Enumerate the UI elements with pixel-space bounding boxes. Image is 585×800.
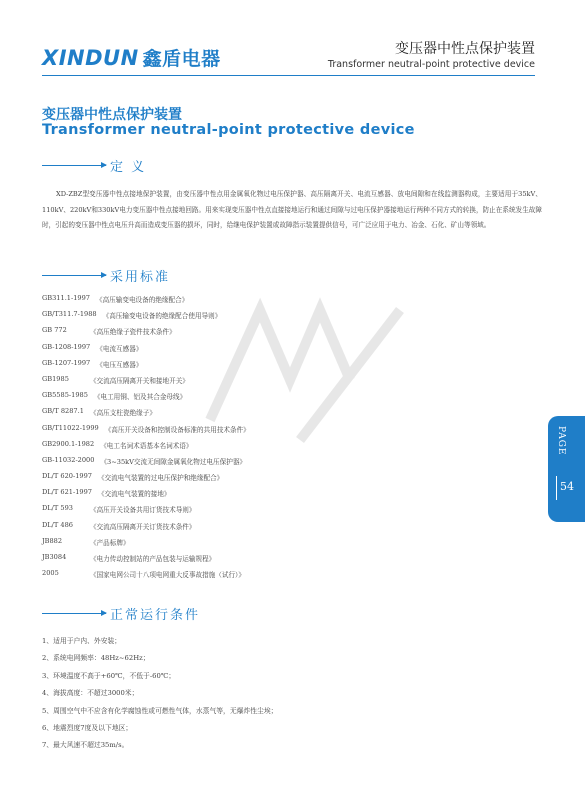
standard-code: GB5585-1985 bbox=[42, 391, 88, 400]
standard-code: GB 772 bbox=[42, 326, 67, 335]
condition-item: 2、系统电网频率：48Hz~62Hz； bbox=[42, 654, 150, 663]
standard-code: GB1985 bbox=[42, 374, 69, 383]
standard-item bbox=[42, 537, 250, 553]
standard-code: JB882 bbox=[42, 536, 63, 545]
standard-name: 《3~35kV交流无间隙金属氧化物过电压保护器》 bbox=[100, 457, 247, 466]
standard-name: 《高压输变电设备的绝缘配合》 bbox=[96, 296, 189, 304]
section-label: 正常运行条件 bbox=[110, 608, 201, 623]
section-label: 定 义 bbox=[110, 160, 147, 175]
standard-code: GB-1207-1997 bbox=[42, 358, 91, 367]
standard-name: 《电压互感器》 bbox=[96, 360, 143, 369]
standard-code: DL/T 486 bbox=[42, 520, 73, 529]
standard-name: 《交流电气装置的过电压保护和绝缘配合》 bbox=[97, 474, 224, 483]
standard-item bbox=[42, 472, 250, 488]
conditions-list bbox=[42, 635, 277, 757]
standard-code: GB-11032-2000 bbox=[42, 455, 95, 464]
standard-code: GB/T311.7-1988 bbox=[42, 310, 97, 319]
standard-code: 2005 bbox=[42, 569, 59, 578]
standard-code: GB-1208-1997 bbox=[42, 342, 91, 351]
standard-name: 《电工名词术语基本名词术语》 bbox=[100, 441, 193, 450]
definition-paragraph: XD-ZBZ型变压器中性点接地保护装置，由变压器中性点用金属氧化物过电压保护器、高压隔离开关、电流互感器、放电间隙和在线监测器构成，主要适用于35kV、110kV、220kV和330kV电力变压器中性点接地回路。用来实现变压器中性点直接接地运行和通过间隙与过电压保护器接地运行两种不同方式的转换，防止在系统发生故障时，引起的变压器中性点电压升高而造成变压器的损坏，同时，给继电保护装置或故障指示装置提供信号，可广泛应用于电力、冶金、石化、矿山等领域。 bbox=[42, 190, 542, 229]
standard-name: 《交流电气装置的接地》 bbox=[97, 490, 171, 499]
standard-code: GB/T 8287.1 bbox=[42, 407, 84, 416]
standard-code: DL/T 621-1997 bbox=[42, 488, 92, 497]
page-divider bbox=[556, 476, 557, 500]
standard-code: GB/T11022-1999 bbox=[42, 423, 99, 432]
header-title-cn: 变压器中性点保护装置 bbox=[395, 41, 535, 57]
page-label: PAGE bbox=[556, 426, 566, 456]
standard-code: GB2900.1-1982 bbox=[42, 439, 95, 448]
condition-item: 1、适用于户内、外安装； bbox=[42, 637, 122, 645]
standard-name: 《交流高压隔离开关订货技术条件》 bbox=[90, 522, 196, 531]
standard-name: 《产品标牌》 bbox=[90, 538, 130, 547]
page-title-cn: 变压器中性点保护装置 bbox=[42, 107, 182, 123]
page-tab bbox=[548, 416, 585, 522]
standard-name: 《高压开关设备共用订货技术导则》 bbox=[90, 506, 196, 515]
condition-item: 5、周围空气中不应含有化学腐蚀性或可燃性气体，水蒸气等，无爆炸性尘埃； bbox=[42, 706, 278, 715]
page-title-en: Transformer neutral-point protective device bbox=[42, 122, 415, 138]
arrow-icon bbox=[42, 613, 106, 614]
standard-item bbox=[42, 569, 250, 585]
arrow-icon bbox=[42, 165, 106, 166]
watermark-icon bbox=[200, 270, 430, 470]
section-heading-standards bbox=[42, 266, 170, 285]
logo-en: XINDUN bbox=[42, 46, 139, 70]
standard-item bbox=[42, 504, 250, 520]
standard-code: GB311.1-1997 bbox=[42, 294, 90, 302]
standard-name: 《电工用铜、铝及其合金母线》 bbox=[93, 393, 187, 402]
standard-name: 《电流互感器》 bbox=[96, 344, 143, 353]
section-label: 采用标准 bbox=[110, 270, 171, 285]
standard-name: 《交流高压隔离开关和接地开关》 bbox=[90, 376, 189, 385]
standard-code: DL/T 593 bbox=[42, 504, 73, 513]
logo-cn: 鑫盾电器 bbox=[142, 48, 221, 70]
brand-logo bbox=[42, 44, 221, 71]
standard-name: 《高压绝缘子瓷件技术条件》 bbox=[90, 328, 176, 337]
standard-item bbox=[42, 553, 250, 569]
page-number: 54 bbox=[560, 480, 574, 493]
header-divider bbox=[42, 75, 535, 76]
standard-code: DL/T 620-1997 bbox=[42, 472, 92, 481]
condition-item: 7、最大风速不超过35m/s。 bbox=[42, 741, 129, 750]
standard-item bbox=[42, 488, 250, 504]
standard-item bbox=[42, 521, 250, 537]
standard-name: 《国家电网公司十八项电网重大反事故措施（试行）》 bbox=[90, 571, 245, 580]
standard-name: 《高压开关设备和控制设备标准的共用技术条件》 bbox=[104, 425, 250, 434]
condition-item: 3、环境温度不高于+60℃，不低于-60℃； bbox=[42, 671, 176, 680]
arrow-icon bbox=[42, 275, 106, 276]
section-heading-definition bbox=[42, 156, 146, 175]
standard-code: JB3084 bbox=[42, 553, 67, 561]
standard-name: 《高压输变电设备的绝缘配合使用导则》 bbox=[102, 312, 222, 321]
condition-item: 6、地震烈度7度及以下地区； bbox=[42, 723, 133, 732]
condition-item: 4、海拔高度：不超过3000米； bbox=[42, 689, 139, 698]
header-title-en: Transformer neutral-point protective device bbox=[327, 59, 535, 70]
standard-name: 《高压支柱瓷绝缘子》 bbox=[90, 409, 156, 418]
standard-name: 《电力传动控制站的产品包装与运输规程》 bbox=[90, 555, 216, 563]
section-heading-conditions bbox=[42, 604, 200, 623]
